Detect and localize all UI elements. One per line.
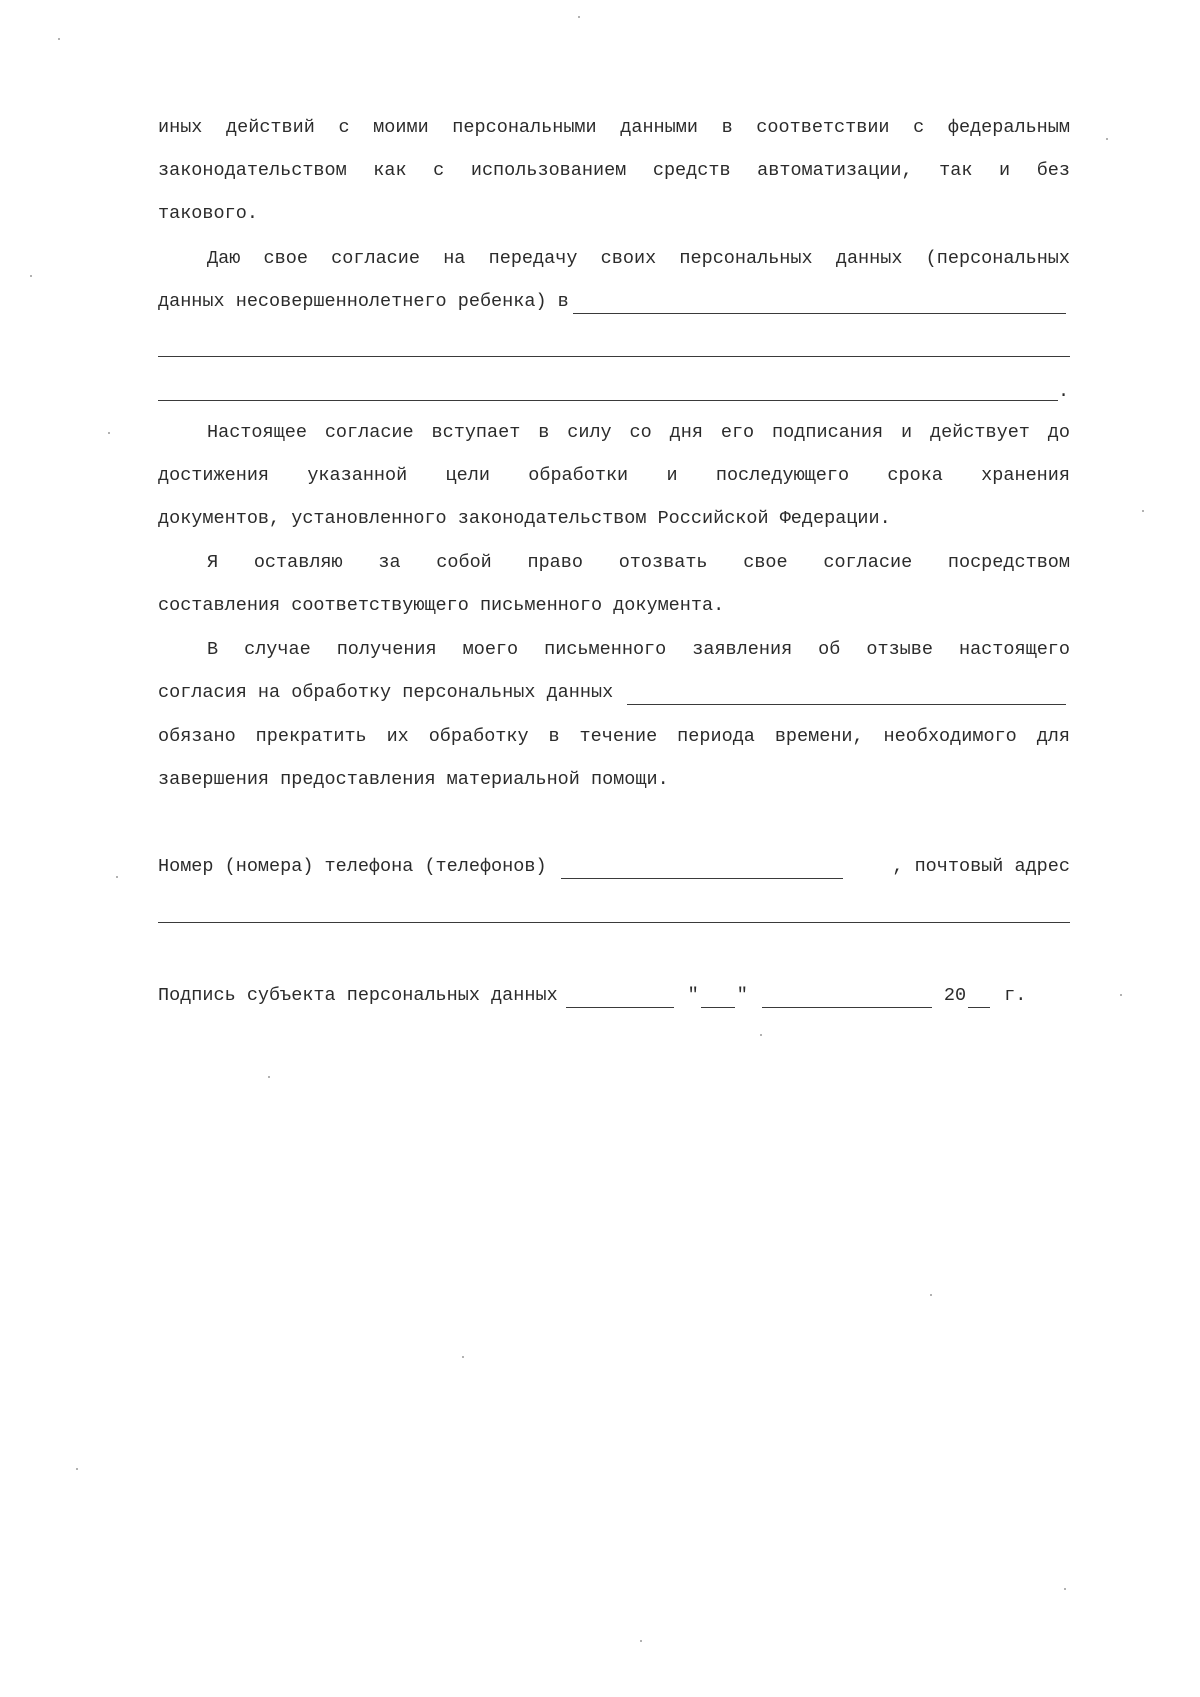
signature-line [158,984,1070,1008]
paragraph-2-line-1: Даю свое согласие на передачу своих персональных данных (персональных [207,248,1070,269]
recipient-end-period: . [1058,381,1070,402]
paragraph-1-line-3: такового. [158,203,258,224]
paragraph-4-line-1: Я оставляю за собой право отозвать свое согласие посредством [207,552,1070,573]
phone-label: Номер (номера) телефона (телефонов) [158,856,547,877]
scan-speck [108,432,110,434]
paragraph-4-line-2: составления соответствующего письменного документа. [158,595,725,616]
scan-speck [116,876,118,878]
paragraph-5-line-1: В случае получения моего письменного заявления об отзыве настоящего [207,639,1070,660]
paragraph-1-line-2: законодательством как с использованием средств автоматизации, так и без [158,160,1070,181]
year-blank[interactable] [968,988,990,1008]
paragraph-3-line-3: документов, установленного законодательством Российской Федерации. [158,508,891,529]
scan-speck [578,16,580,18]
month-blank[interactable] [762,988,932,1008]
scan-speck [76,1468,78,1470]
address-label: , почтовый адрес [892,856,1070,877]
scan-speck [1106,138,1108,140]
operator-blank[interactable] [627,685,1066,705]
recipient-blank-1[interactable] [573,294,1066,314]
scan-speck [1120,994,1122,996]
paragraph-5-line-2-text: согласия на обработку персональных данных [158,682,614,703]
paragraph-1-line-1: иных действий с моими персональными данными в соответствии с федеральным [158,117,1070,138]
scan-speck [58,38,60,40]
address-blank[interactable] [158,922,1070,923]
year-prefix: 20 [943,985,967,1006]
paragraph-5-line-4: завершения предоставления материальной помощи. [158,769,669,790]
scan-speck [462,1356,464,1358]
signature-blank[interactable] [566,988,674,1008]
scan-speck [760,1034,762,1036]
paragraph-3-line-2: достижения указанной цели обработки и последующего срока хранения [158,465,1070,486]
day-quote-open: " [687,985,699,1006]
year-suffix: г. [1004,985,1027,1006]
scan-speck [930,1294,932,1296]
scan-speck [30,275,32,277]
recipient-blank-3[interactable] [158,400,1058,401]
paragraph-2-line-2 [158,290,1070,314]
paragraph-3-line-1: Настоящее согласие вступает в силу со дня его подписания и действует до [207,422,1070,443]
recipient-blank-2[interactable] [158,356,1070,357]
signature-label: Подпись субъекта персональных данных [158,985,558,1006]
scan-speck [640,1640,642,1642]
phone-blank[interactable] [561,859,843,879]
scan-speck [1064,1588,1066,1590]
day-blank[interactable] [701,988,735,1008]
paragraph-2-line-2-text: данных несовершеннолетнего ребенка) в [158,291,569,312]
scan-speck [268,1076,270,1078]
paragraph-5-line-3: обязано прекратить их обработку в течение периода времени, необходимого для [158,726,1070,747]
day-quote-close: " [736,985,748,1006]
scan-speck [1142,510,1144,512]
paragraph-5-line-2 [158,681,1070,705]
contacts-line [158,855,1070,879]
